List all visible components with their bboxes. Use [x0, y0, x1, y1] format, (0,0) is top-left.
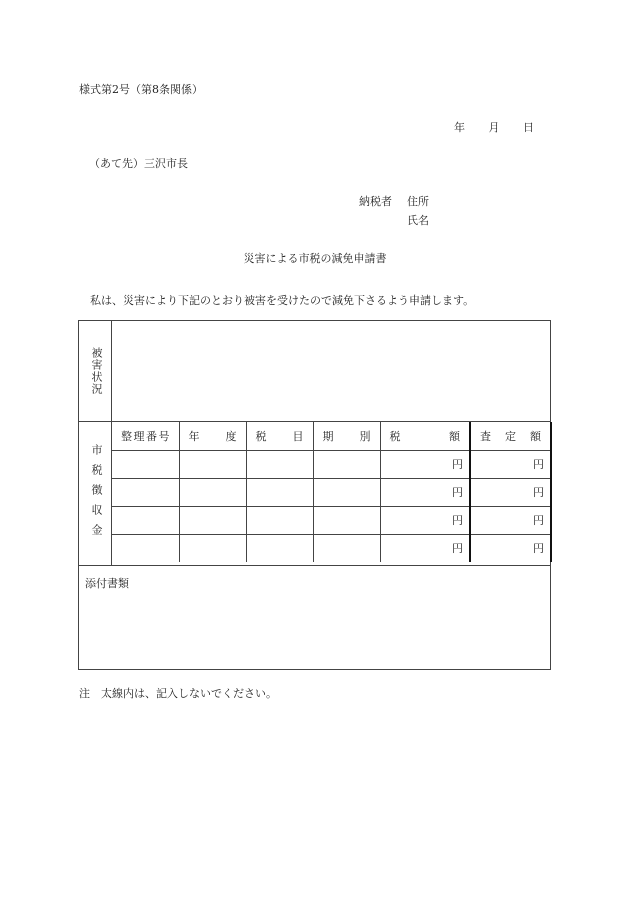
reference-number-cell[interactable] — [112, 534, 179, 562]
tax-table-header — [112, 422, 551, 450]
date-day-label: 日 — [523, 121, 534, 134]
col-assessed-amount: 査定額 — [470, 422, 551, 450]
fiscal-year-cell[interactable] — [179, 478, 246, 506]
tax-section — [79, 422, 550, 566]
tax-section-label: 市税徴収金 — [90, 444, 103, 544]
tax-item-cell[interactable] — [246, 450, 313, 478]
date-month-label: 月 — [488, 121, 500, 134]
form-number: 様式第2号（第8条関係） — [79, 83, 203, 96]
col-fiscal-year: 年度 — [179, 422, 246, 450]
taxpayer-label: 納税者 — [359, 195, 392, 208]
damage-section — [79, 321, 550, 422]
reference-number-cell[interactable] — [112, 478, 179, 506]
col-tax-amount: 税額 — [380, 422, 470, 450]
assessed-amount-cell: 円 — [470, 534, 551, 562]
table-row — [112, 506, 551, 534]
page-title: 災害による市税の減免申請書 — [243, 252, 387, 265]
date-year-label: 年 — [454, 121, 465, 134]
term-cell[interactable] — [313, 478, 380, 506]
tax-amount-cell[interactable]: 円 — [380, 506, 470, 534]
taxpayer-block — [359, 193, 429, 231]
term-cell[interactable] — [313, 450, 380, 478]
application-statement: 私は、災害により下記のとおり被害を受けたので減免下さるよう申請します。 — [90, 294, 475, 307]
date-line — [454, 119, 534, 135]
col-term: 期別 — [313, 422, 380, 450]
attachments-section[interactable] — [79, 566, 550, 670]
reference-number-cell[interactable] — [112, 450, 179, 478]
name-label: 氏名 — [407, 214, 429, 227]
assessed-amount-cell: 円 — [470, 450, 551, 478]
col-tax-item: 税目 — [246, 422, 313, 450]
col-reference-number: 整理番号 — [112, 422, 179, 450]
tax-item-cell[interactable] — [246, 478, 313, 506]
address-label: 住所 — [407, 195, 429, 208]
fiscal-year-cell[interactable] — [179, 506, 246, 534]
table-row — [112, 478, 551, 506]
tax-amount-cell[interactable]: 円 — [380, 534, 470, 562]
note: 注 太線内は、記入しないでください。 — [79, 687, 277, 700]
damage-status-field[interactable] — [113, 321, 550, 421]
term-cell[interactable] — [313, 534, 380, 562]
tax-amount-cell[interactable]: 円 — [380, 450, 470, 478]
attachments-label: 添付書類 — [85, 577, 129, 590]
damage-status-label: 被害状況 — [90, 347, 103, 395]
application-form-table — [78, 320, 551, 670]
assessed-amount-cell: 円 — [470, 506, 551, 534]
fiscal-year-cell[interactable] — [179, 450, 246, 478]
fiscal-year-cell[interactable] — [179, 534, 246, 562]
table-row — [112, 534, 551, 562]
table-row — [112, 450, 551, 478]
tax-amount-cell[interactable]: 円 — [380, 478, 470, 506]
assessed-amount-cell: 円 — [470, 478, 551, 506]
tax-item-cell[interactable] — [246, 506, 313, 534]
addressee: （あて先）三沢市長 — [89, 157, 188, 170]
tax-item-cell[interactable] — [246, 534, 313, 562]
reference-number-cell[interactable] — [112, 506, 179, 534]
term-cell[interactable] — [313, 506, 380, 534]
tax-table — [112, 422, 552, 562]
